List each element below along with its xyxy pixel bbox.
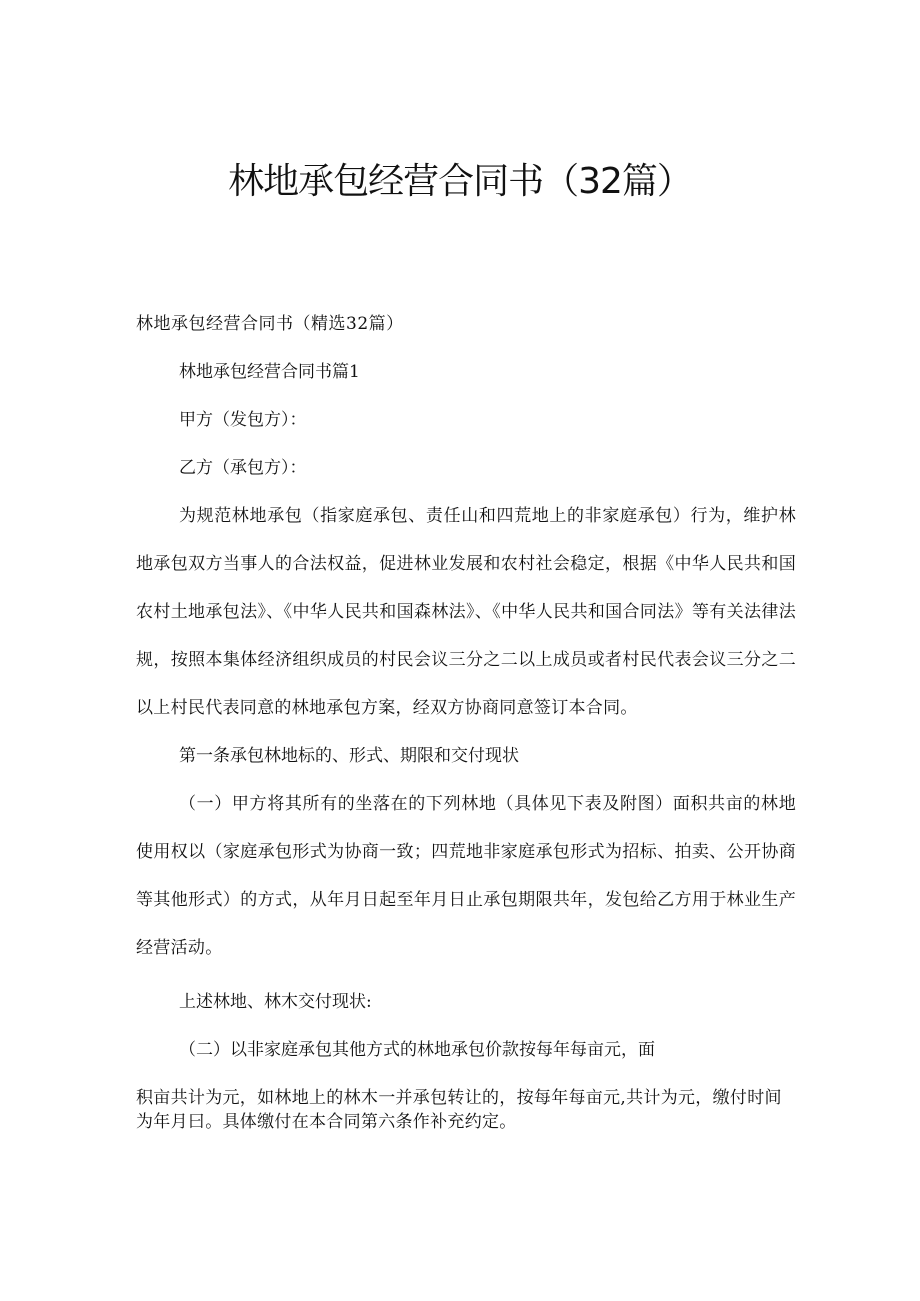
article-1-heading: 第一条承包林地标的、形式、期限和交付现状 xyxy=(179,746,519,766)
document-body xyxy=(136,300,796,1134)
party-b-line: 乙方（承包方）： xyxy=(179,458,307,478)
section-heading: 林地承包经营合同书篇1 xyxy=(179,362,360,382)
page-title: 林地承包经营合同书（32篇） xyxy=(228,161,692,202)
delivery-status-line: 上述林地、林木交付现状: xyxy=(179,992,372,1012)
clause-2-continuation: 积亩共计为元，如林地上的林木一并承包转让的，按每年每亩元,共计为元，缴付时间为年月曰。具体缴付在本合同第六条作补充约定。 xyxy=(136,1088,782,1132)
clause-2-line: （二）以非家庭承包其他方式的林地承包价款按每年每亩元，面 xyxy=(179,1040,655,1060)
document-subtitle: 林地承包经营合同书（精选32篇） xyxy=(136,314,404,334)
preamble-paragraph: 为规范林地承包（指家庭承包、责任山和四荒地上的非家庭承包）行为，维护林地承包双方当事人的合法权益，促进林业发展和农村社会稳定，根据《中华人民共和国农村土地承包法》、《中华人民共和国森林法》、《中华人民共和国合同法》等有关法律法规，按照本集体经济组织成员的村民会议三分之二以上成员或者村民代表会议三分之二以上村民代表同意的林地承包方案，经双方协商同意签订本合同。 xyxy=(136,506,796,718)
clause-1-paragraph: （一）甲方将其所有的坐落在的下列林地（具体见下表及附图）面积共亩的林地使用权以（家庭承包形式为协商一致；四荒地非家庭承包形式为招标、拍卖、公开协商等其他形式）的方式，从年月日起至年月日止承包期限共年，发包给乙方用于林业生产经营活动。 xyxy=(136,794,796,958)
party-a-line: 甲方（发包方）： xyxy=(179,410,307,430)
